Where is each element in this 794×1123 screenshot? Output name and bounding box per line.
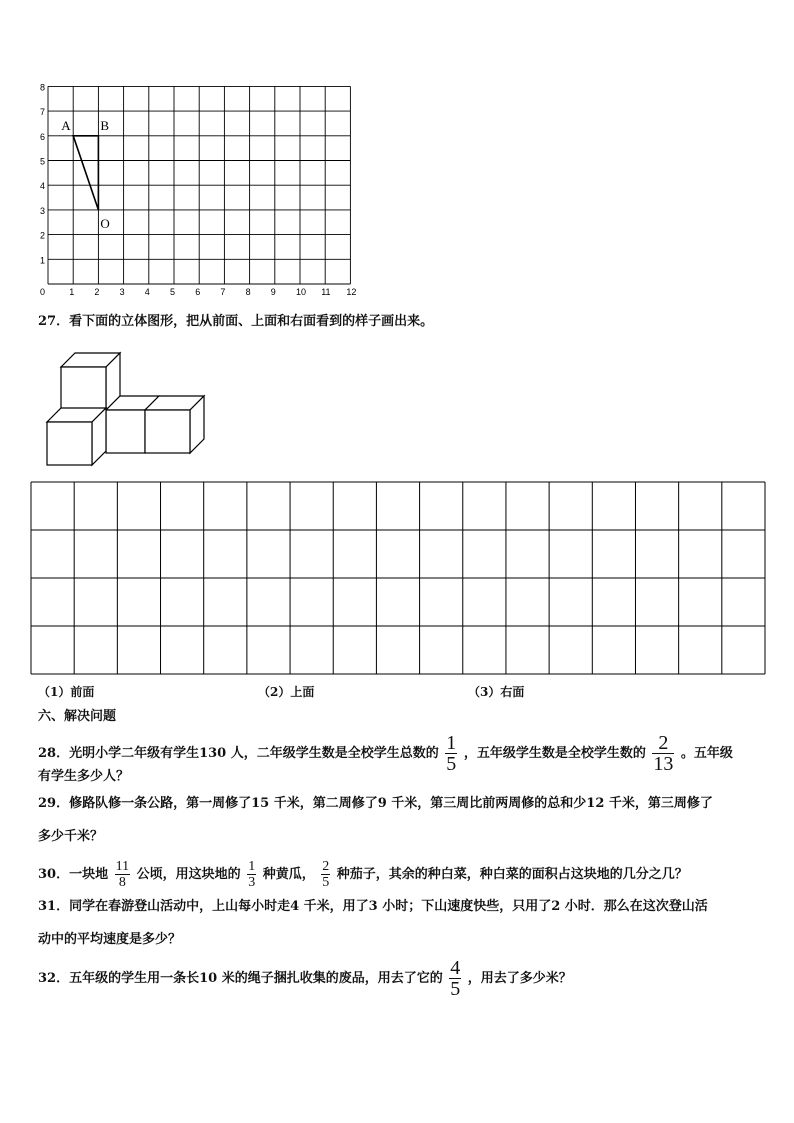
q29-line2-text: 多少千米？ bbox=[38, 829, 104, 844]
question-27-text: 27．看下面的立体图形，把从前面、上面和右面看到的样子画出来。 bbox=[38, 314, 434, 329]
q28-fraction-1-denominator: 5 bbox=[446, 753, 457, 775]
q28-fraction-2 bbox=[652, 733, 674, 774]
q28-line2-text: 有学生多少人？ bbox=[38, 769, 130, 784]
q28-part1: 28．光明小学二年级有学生130 人，二年级学生数是全校学生总数的 bbox=[38, 746, 439, 761]
x-tick-label: 12 bbox=[346, 287, 357, 297]
x-tick-label: 1 bbox=[69, 287, 75, 297]
x-tick-label: 6 bbox=[195, 287, 201, 297]
q30-fraction-2-denominator: 3 bbox=[248, 875, 256, 890]
q28-fraction-2-numerator: 2 bbox=[658, 732, 669, 754]
x-tick-label: 5 bbox=[170, 287, 176, 297]
question-28-line2 bbox=[38, 767, 129, 787]
x-tick-label: 3 bbox=[119, 287, 125, 297]
q32-fraction-numerator: 4 bbox=[450, 957, 461, 979]
q28-part3: 。五年级 bbox=[680, 746, 733, 761]
triangle-abo bbox=[73, 136, 98, 210]
x-tick-label: 10 bbox=[296, 287, 307, 297]
question-31-line2 bbox=[38, 930, 181, 950]
q30-part1: 30．一块地 bbox=[38, 867, 109, 882]
cube-front-face bbox=[145, 410, 190, 453]
view-label-right: （3）右面 bbox=[468, 685, 525, 699]
q30-fraction-1-numerator: 11 bbox=[115, 859, 130, 874]
q30-fraction-2-numerator: 1 bbox=[248, 859, 256, 874]
q31-line2-text: 动中的平均速度是多少？ bbox=[38, 932, 182, 947]
x-tick-label: 2 bbox=[94, 287, 100, 297]
point-b-label: B bbox=[100, 117, 110, 133]
y-tick-label: 3 bbox=[40, 205, 46, 216]
q30-part4: 种茄子，其余的种白菜，种白菜的面积占这块地的几分之几？ bbox=[336, 867, 688, 882]
q30-fraction-3-denominator: 5 bbox=[322, 875, 330, 890]
question-29-line2 bbox=[38, 827, 103, 847]
q32-part2: ，用去了多少米？ bbox=[467, 971, 572, 986]
coordinate-grid-figure bbox=[0, 0, 794, 310]
question-29 bbox=[38, 794, 713, 814]
cube-front-face bbox=[47, 422, 92, 465]
cube-front-face bbox=[61, 367, 106, 410]
point-o-label: O bbox=[100, 215, 110, 231]
view-label-top: （2）上面 bbox=[258, 685, 315, 699]
y-tick-label: 4 bbox=[40, 181, 46, 192]
y-tick-label: 1 bbox=[40, 255, 46, 266]
q31-line1-text: 31．同学在春游登山活动中，上山每小时走4 千米，用了3 小时；下山速度快些，只用了2 小时．那么在这次登山活 bbox=[38, 899, 708, 914]
cube-front-face bbox=[106, 410, 145, 453]
question-27 bbox=[38, 312, 433, 332]
question-30 bbox=[38, 859, 688, 890]
q32-fraction-denominator: 5 bbox=[450, 978, 461, 1000]
y-tick-label: 6 bbox=[40, 131, 46, 142]
drawing-grid bbox=[30, 481, 766, 675]
question-32 bbox=[38, 958, 572, 999]
q30-fraction-3 bbox=[321, 859, 330, 890]
point-a-label: A bbox=[61, 117, 71, 133]
y-tick-label: 5 bbox=[40, 156, 46, 167]
q28-fraction-1 bbox=[445, 733, 457, 774]
view-label-front: （1）前面 bbox=[38, 685, 95, 699]
q30-part3: 种黄瓜， bbox=[262, 867, 315, 882]
q30-fraction-2 bbox=[247, 859, 256, 890]
y-tick-label: 8 bbox=[40, 82, 46, 93]
x-tick-label: 8 bbox=[245, 287, 251, 297]
cube-solid-figure bbox=[40, 345, 215, 470]
question-31 bbox=[38, 897, 708, 917]
section-6-title-text: 六、解决问题 bbox=[38, 709, 117, 724]
q30-fraction-1 bbox=[115, 859, 130, 890]
x-tick-label: 4 bbox=[144, 287, 150, 297]
q28-fraction-1-numerator: 1 bbox=[446, 732, 457, 754]
x-tick-label: 11 bbox=[321, 287, 331, 297]
q32-part1: 32．五年级的学生用一条长10 米的绳子捆扎收集的废品，用去了它的 bbox=[38, 971, 443, 986]
q30-fraction-1-denominator: 8 bbox=[115, 874, 130, 890]
q30-part2: 公顷，用这块地的 bbox=[136, 867, 241, 882]
question-28 bbox=[38, 733, 733, 774]
q32-fraction bbox=[449, 958, 461, 999]
q29-line1-text: 29．修路队修一条公路，第一周修了15 千米，第二周修了9 千米，第三周比前两周修的总和少12 千米，第三周修了 bbox=[38, 796, 713, 811]
q30-fraction-3-numerator: 2 bbox=[322, 859, 330, 874]
q28-part2: ，五年级学生数是全校学生数的 bbox=[463, 746, 646, 761]
section-6-title bbox=[38, 707, 116, 727]
x-tick-label: 0 bbox=[40, 287, 46, 297]
q28-fraction-2-denominator: 13 bbox=[653, 753, 674, 775]
y-tick-label: 7 bbox=[40, 107, 46, 118]
x-tick-label: 9 bbox=[270, 287, 276, 297]
coordinate-grid-lines bbox=[48, 86, 350, 284]
coordinate-tick-labels bbox=[40, 82, 356, 297]
x-tick-label: 7 bbox=[220, 287, 226, 297]
y-tick-label: 2 bbox=[40, 230, 46, 241]
